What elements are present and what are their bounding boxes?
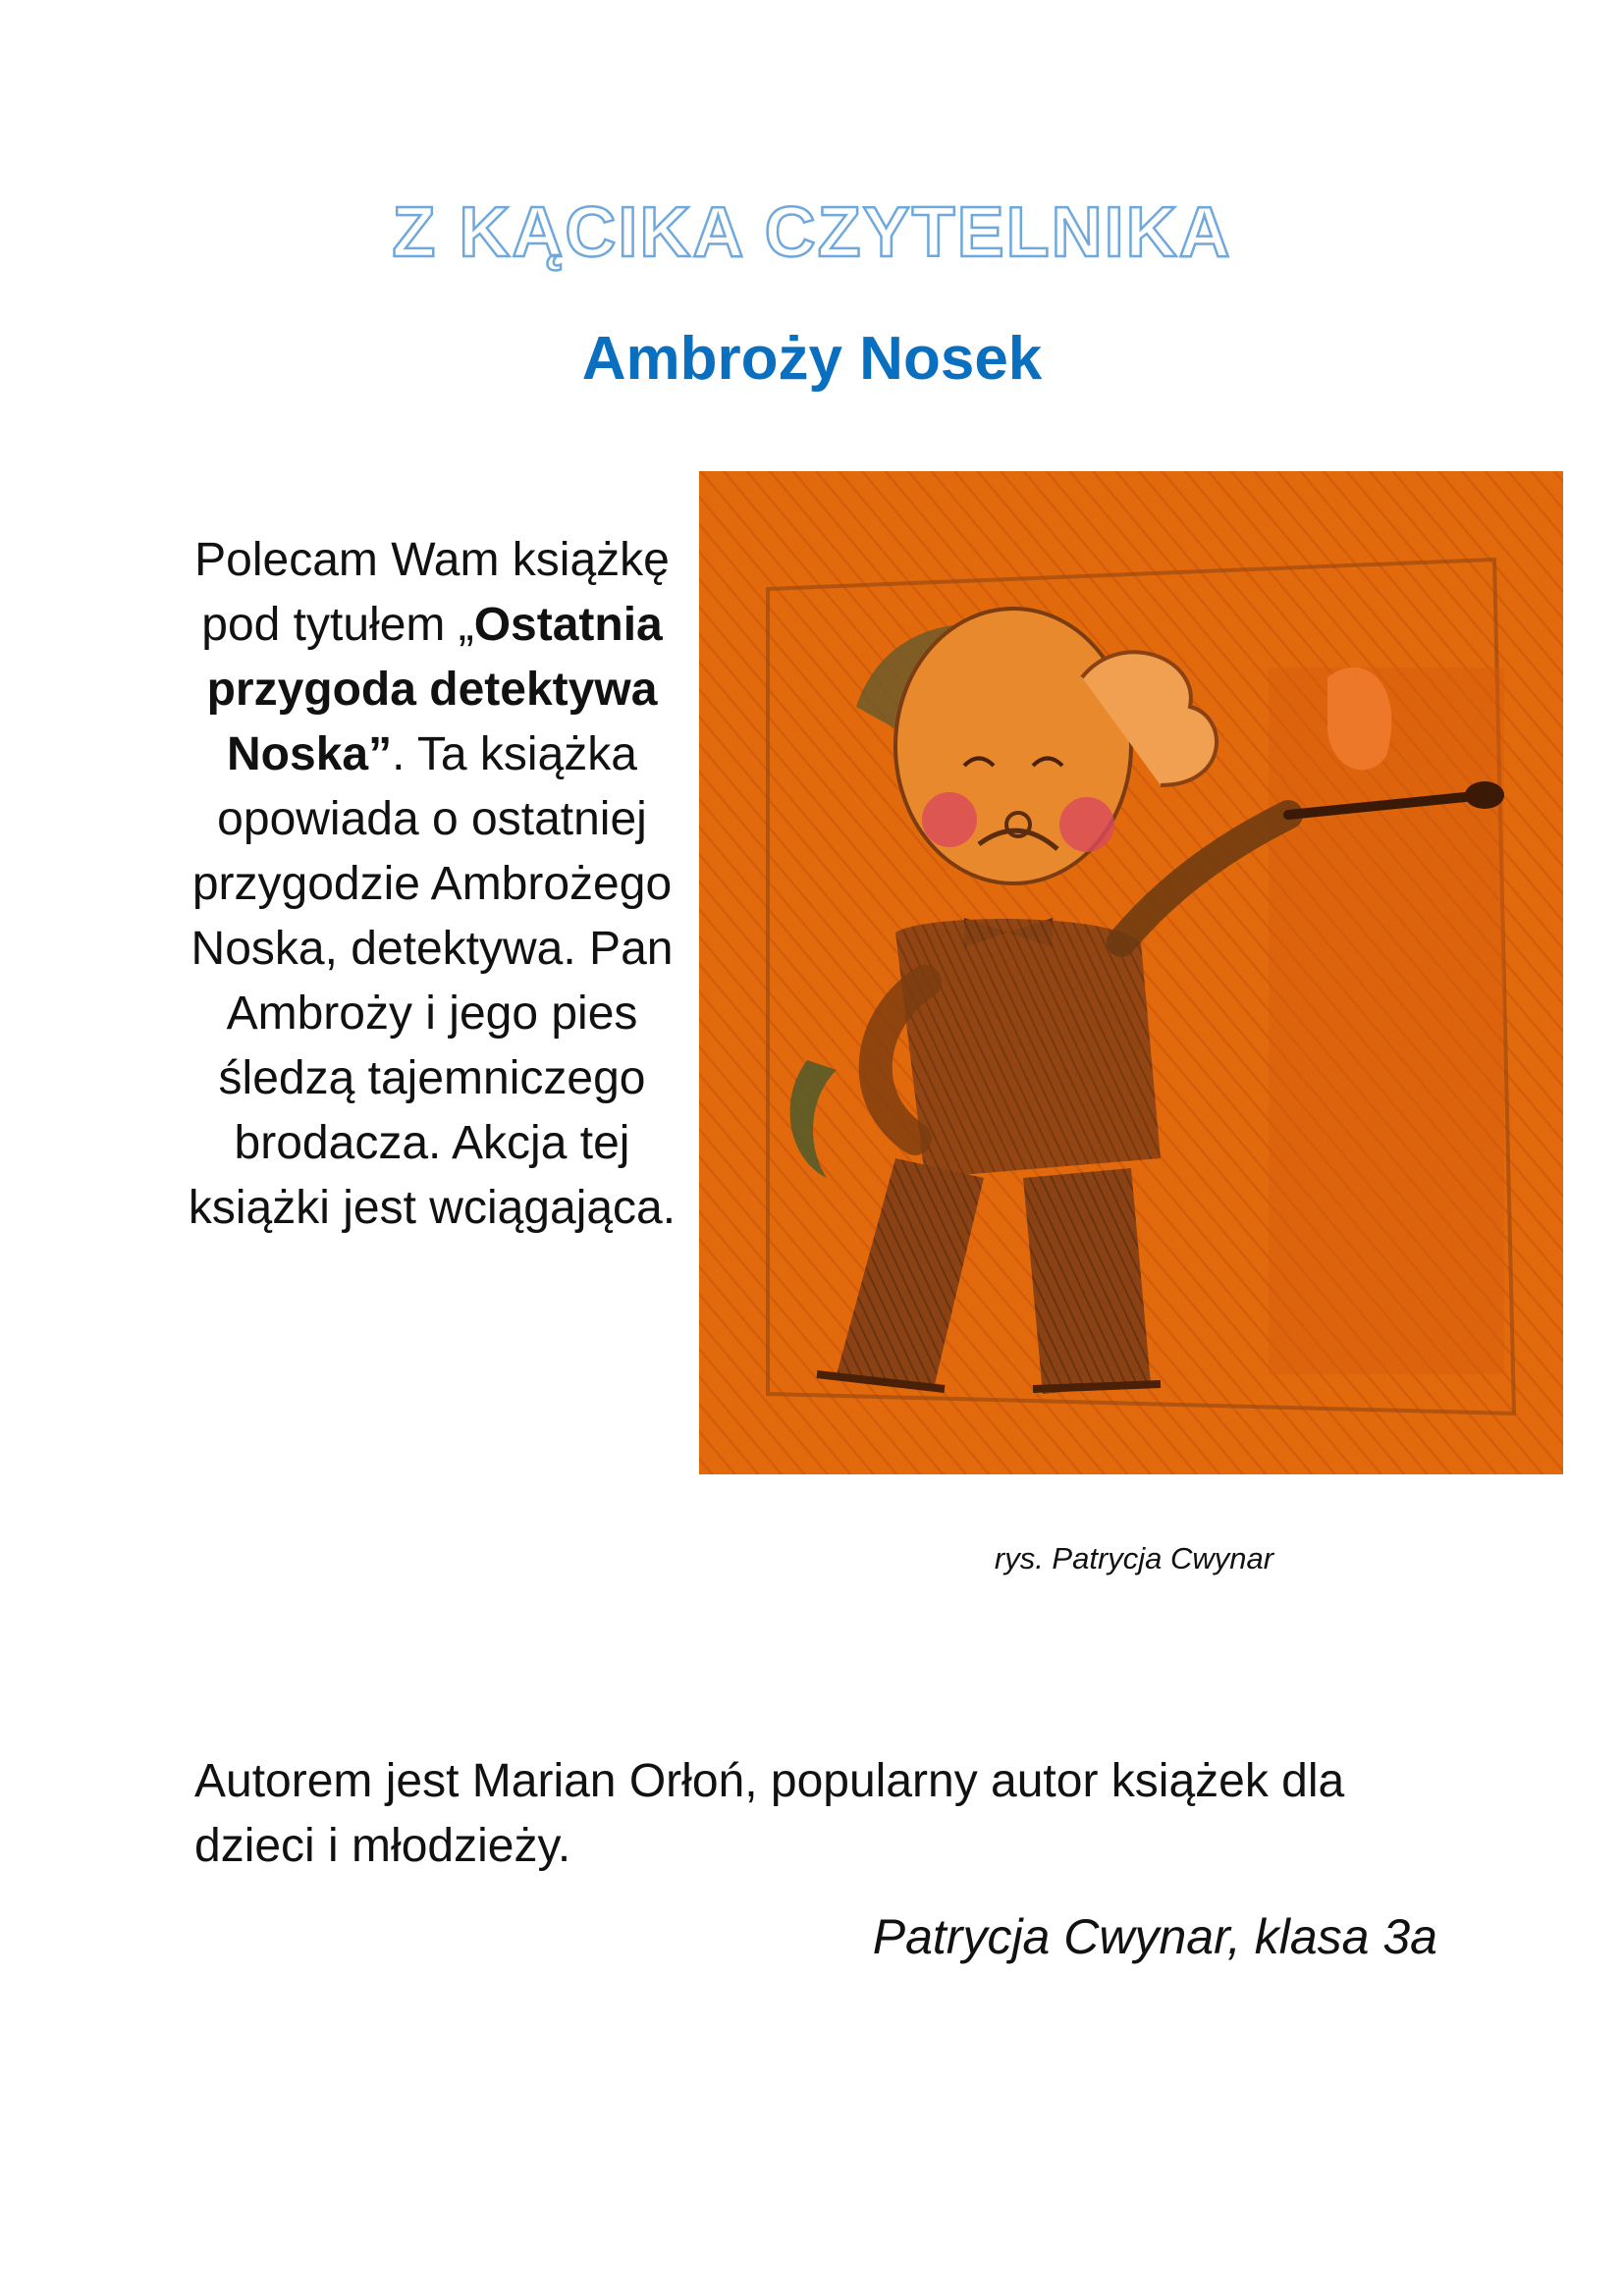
signature: Patrycja Cwynar, klasa 3a (872, 1909, 1437, 1964)
intro-rest: . Ta książka opowiada o ostatniej przygodzie Ambrożego Noska, detektywa. Pan Ambroży i jego pies śledzą tajemniczego brodacza. Akcja tej książki jest wciągająca. (188, 728, 677, 1234)
author-note: Autorem jest Marian Orłoń, popularny autor książek dla dzieci i młodzieży. (194, 1755, 1345, 1872)
section-header: Z KĄCIKA CZYTELNIKA (392, 193, 1232, 272)
illustration-caption: rys. Patrycja Cwynar (994, 1541, 1274, 1575)
intro-paragraph (187, 528, 677, 1241)
illustration (699, 471, 1563, 1474)
crayon-drawing-detective (699, 471, 1563, 1474)
article-title: Ambroży Nosek (581, 325, 1043, 393)
book-title: Ostatnia przygoda detektywa Noska” (206, 599, 663, 780)
intro-lead: Polecam Wam książkę pod tytułem „ (194, 534, 670, 651)
